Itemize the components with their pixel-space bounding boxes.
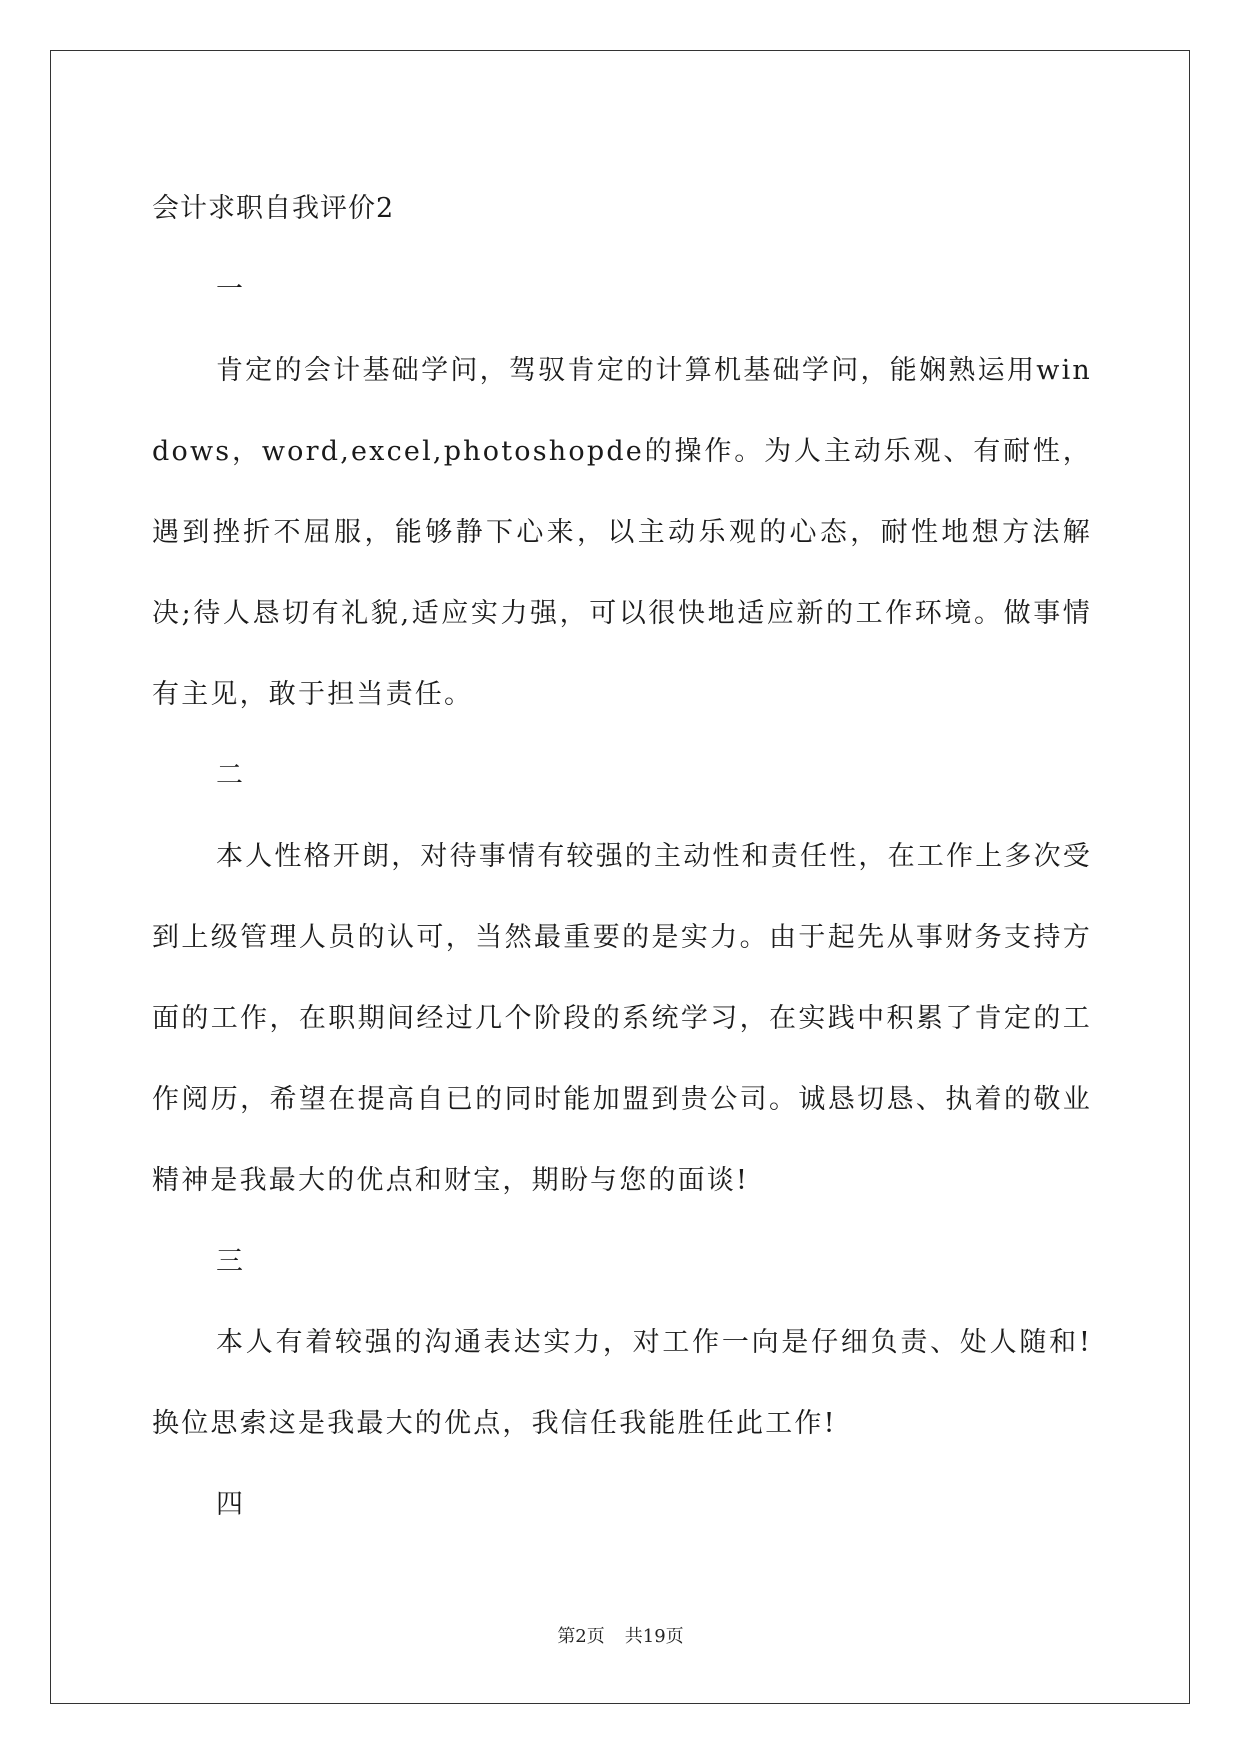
document-body <box>152 168 1092 1545</box>
section-paragraph-3: 本人有着较强的沟通表达实力，对工作一向是仔细负责、处人随和!换位思索这是我最大的优点，我信任我能胜任此工作! <box>152 1327 1092 1439</box>
section-number-3: 三 <box>216 1246 243 1277</box>
section-number-1: 一 <box>216 274 243 305</box>
page-total: 共19页 <box>624 1626 684 1647</box>
section-number-4: 四 <box>216 1489 243 1520</box>
page-footer <box>0 1622 1241 1648</box>
page-number: 第2页 <box>557 1626 605 1647</box>
section-paragraph-1: 肯定的会计基础学问，驾驭肯定的计算机基础学问，能娴熟运用windows，word,excel,photoshopde的操作。为人主动乐观、有耐性，遇到挫折不屈服，能够静下心来，以主动乐观的心态，耐性地想方法解决;待人恳切有礼貌,适应实力强，可以很快地适应新的工作环境。做事情有主见，敢于担当责任。 <box>152 355 1092 710</box>
section-paragraph-2: 本人性格开朗，对待事情有较强的主动性和责任性，在工作上多次受到上级管理人员的认可，当然最重要的是实力。由于起先从事财务支持方面的工作，在职期间经过几个阶段的系统学习，在实践中积累了肯定的工作阅历，希望在提高自已的同时能加盟到贵公司。诚恳切恳、执着的敬业精神是我最大的优点和财宝，期盼与您的面谈! <box>152 841 1092 1196</box>
section-number-2: 二 <box>216 760 243 791</box>
document-title: 会计求职自我评价2 <box>152 193 395 224</box>
